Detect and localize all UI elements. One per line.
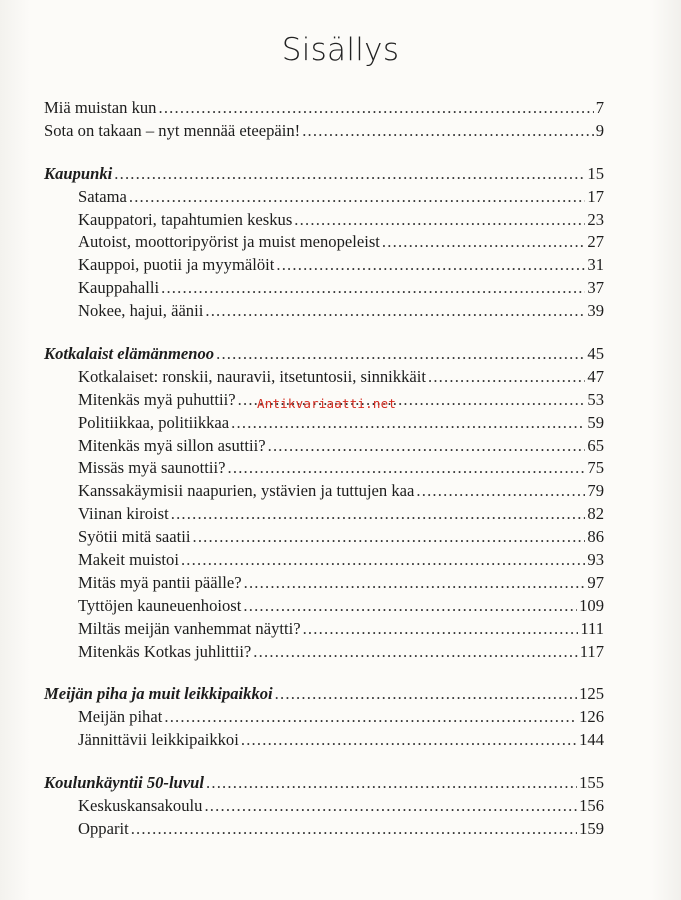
toc-entry bbox=[44, 795, 604, 818]
toc-entry-label: Autoist, moottoripyörist ja muist menopeleist bbox=[78, 232, 380, 252]
toc-entry-label: Nokee, hajui, äänii bbox=[78, 301, 204, 321]
toc-entry bbox=[44, 412, 604, 435]
dot-leader bbox=[181, 549, 585, 572]
toc-entry-page: 79 bbox=[587, 481, 604, 501]
toc-entry-page: 86 bbox=[587, 527, 604, 547]
toc-entry bbox=[44, 595, 604, 618]
dot-leader bbox=[131, 818, 577, 841]
dot-leader bbox=[416, 480, 585, 503]
toc-entry-label: Mitenkäs myä puhuttii? bbox=[78, 389, 236, 409]
toc-entry-page: 31 bbox=[587, 255, 604, 275]
toc-entry-page: 65 bbox=[587, 435, 604, 455]
toc-entry-label: Mitenkäs Kotkas juhlittii? bbox=[78, 641, 252, 661]
toc-entry bbox=[44, 572, 604, 595]
toc-entry-page: 39 bbox=[587, 301, 604, 321]
toc-entry-page: 37 bbox=[587, 278, 604, 298]
toc-section-page: 125 bbox=[579, 684, 604, 704]
toc-entry bbox=[44, 641, 604, 664]
toc-entry bbox=[44, 818, 604, 841]
toc-entry-label: Opparit bbox=[78, 818, 129, 838]
watermark-text: Antikvariaatti.net bbox=[257, 396, 397, 411]
dot-leader bbox=[114, 163, 585, 186]
toc-entry bbox=[44, 300, 604, 323]
toc-entry bbox=[44, 549, 604, 572]
toc-entry-label: Kauppahalli bbox=[78, 278, 160, 298]
toc-entry bbox=[44, 231, 604, 254]
dot-leader bbox=[161, 277, 585, 300]
dot-leader bbox=[294, 209, 585, 232]
toc-entry bbox=[44, 277, 604, 300]
toc-entry-page: 75 bbox=[587, 458, 604, 478]
toc-section-page: 45 bbox=[587, 344, 604, 364]
toc-section-label: Kaupunki bbox=[44, 163, 113, 183]
toc-entry-label: Mitenkäs myä sillon asuttii? bbox=[78, 435, 266, 455]
toc-entry bbox=[44, 503, 604, 526]
dot-leader bbox=[171, 503, 586, 526]
toc-section-label: Meijän piha ja muit leikkipaikkoi bbox=[44, 684, 273, 704]
dot-leader bbox=[276, 254, 585, 277]
toc-entry-label: Mitäs myä pantii päälle? bbox=[78, 572, 242, 592]
dot-leader bbox=[205, 300, 585, 323]
toc-entry-label: Satama bbox=[78, 186, 127, 206]
dot-leader bbox=[244, 572, 586, 595]
toc-entry-page: 156 bbox=[579, 796, 604, 816]
toc-entry-page: 93 bbox=[587, 550, 604, 570]
dot-leader bbox=[192, 526, 585, 549]
toc-section-page: 155 bbox=[579, 773, 604, 793]
toc-section bbox=[44, 683, 604, 706]
toc-entry-label: Syötii mitä saatii bbox=[78, 527, 191, 547]
toc-entry-page: 59 bbox=[587, 412, 604, 432]
toc-entry-label: Politiikkaa, politiikkaa bbox=[78, 412, 230, 432]
toc-entry-page: 47 bbox=[587, 366, 604, 386]
toc-entry-page: 126 bbox=[579, 707, 604, 727]
toc-entry-label: Missäs myä saunottii? bbox=[78, 458, 226, 478]
toc-entry bbox=[44, 618, 604, 641]
toc-entry bbox=[44, 120, 604, 143]
toc-entry-page: 17 bbox=[587, 186, 604, 206]
toc-entry-page: 23 bbox=[587, 209, 604, 229]
toc-entry-label: Kauppoi, puotii ja myymälöit bbox=[78, 255, 275, 275]
dot-leader bbox=[428, 366, 585, 389]
dot-leader bbox=[204, 795, 577, 818]
dot-leader bbox=[303, 618, 579, 641]
dot-leader bbox=[241, 729, 577, 752]
toc-entry-label: Keskuskansakoulu bbox=[78, 796, 203, 816]
dot-leader bbox=[206, 772, 577, 795]
dot-leader bbox=[268, 435, 586, 458]
toc-entry-page: 144 bbox=[579, 730, 604, 750]
toc-section bbox=[44, 343, 604, 366]
toc-entry-page: 109 bbox=[579, 595, 604, 615]
toc-entry-page: 53 bbox=[587, 389, 604, 409]
dot-leader bbox=[302, 120, 594, 143]
toc-entry bbox=[44, 526, 604, 549]
toc-section bbox=[44, 772, 604, 795]
toc-entry bbox=[44, 254, 604, 277]
toc-entry bbox=[44, 729, 604, 752]
toc-entry bbox=[44, 457, 604, 480]
toc-entry-label: Kotkalaiset: ronskii, nauravii, itsetuntosii, sinnikkäit bbox=[78, 366, 426, 386]
dot-leader bbox=[164, 706, 577, 729]
toc-section-label: Koulunkäyntii 50-luvul bbox=[44, 773, 204, 793]
toc-entry-label: Kauppatori, tapahtumien keskus bbox=[78, 209, 293, 229]
table-of-contents bbox=[44, 97, 604, 841]
toc-entry bbox=[44, 186, 604, 209]
toc-entry-label: Miltäs meijän vanhemmat näytti? bbox=[78, 618, 301, 638]
dot-leader bbox=[382, 231, 586, 254]
toc-entry-label: Jännittävii leikkipaikkoi bbox=[78, 730, 239, 750]
toc-entry-label: Tyttöjen kauneuenhoiost bbox=[78, 595, 242, 615]
toc-entry bbox=[44, 480, 604, 503]
toc-section-label: Kotkalaist elämänmenoo bbox=[44, 344, 215, 364]
toc-entry-page: 82 bbox=[587, 504, 604, 524]
page-title: Sisällys bbox=[281, 32, 400, 68]
dot-leader bbox=[216, 343, 585, 366]
toc-entry-page: 7 bbox=[595, 98, 604, 117]
toc-entry-label: Miä muistan kun bbox=[44, 98, 157, 117]
toc-section-page: 15 bbox=[587, 163, 604, 183]
toc-entry-page: 27 bbox=[587, 232, 604, 252]
toc-entry bbox=[44, 209, 604, 232]
toc-entry-page: 117 bbox=[579, 641, 604, 661]
toc-entry-label: Kanssakäymisii naapurien, ystävien ja tuttujen kaa bbox=[78, 481, 415, 501]
dot-leader bbox=[231, 412, 585, 435]
toc-entry-page: 97 bbox=[587, 572, 604, 592]
toc-entry bbox=[44, 366, 604, 389]
toc-entry bbox=[44, 97, 604, 120]
toc-entry-page: 111 bbox=[580, 618, 604, 638]
toc-entry-label: Sota on takaan – nyt mennää eteepäin! bbox=[44, 120, 301, 140]
dot-leader bbox=[158, 97, 593, 120]
toc-entry-page: 159 bbox=[579, 818, 604, 838]
toc-entry bbox=[44, 435, 604, 458]
dot-leader bbox=[243, 595, 577, 618]
toc-section bbox=[44, 163, 604, 186]
toc-entry-page: 9 bbox=[595, 120, 604, 140]
dot-leader bbox=[228, 457, 586, 480]
dot-leader bbox=[253, 641, 577, 664]
dot-leader bbox=[129, 186, 586, 209]
toc-entry-label: Meijän pihat bbox=[78, 707, 163, 727]
toc-entry-label: Viinan kiroist bbox=[78, 504, 169, 524]
toc-entry-label: Makeit muistoi bbox=[78, 550, 179, 570]
toc-entry bbox=[44, 706, 604, 729]
dot-leader bbox=[275, 683, 577, 706]
